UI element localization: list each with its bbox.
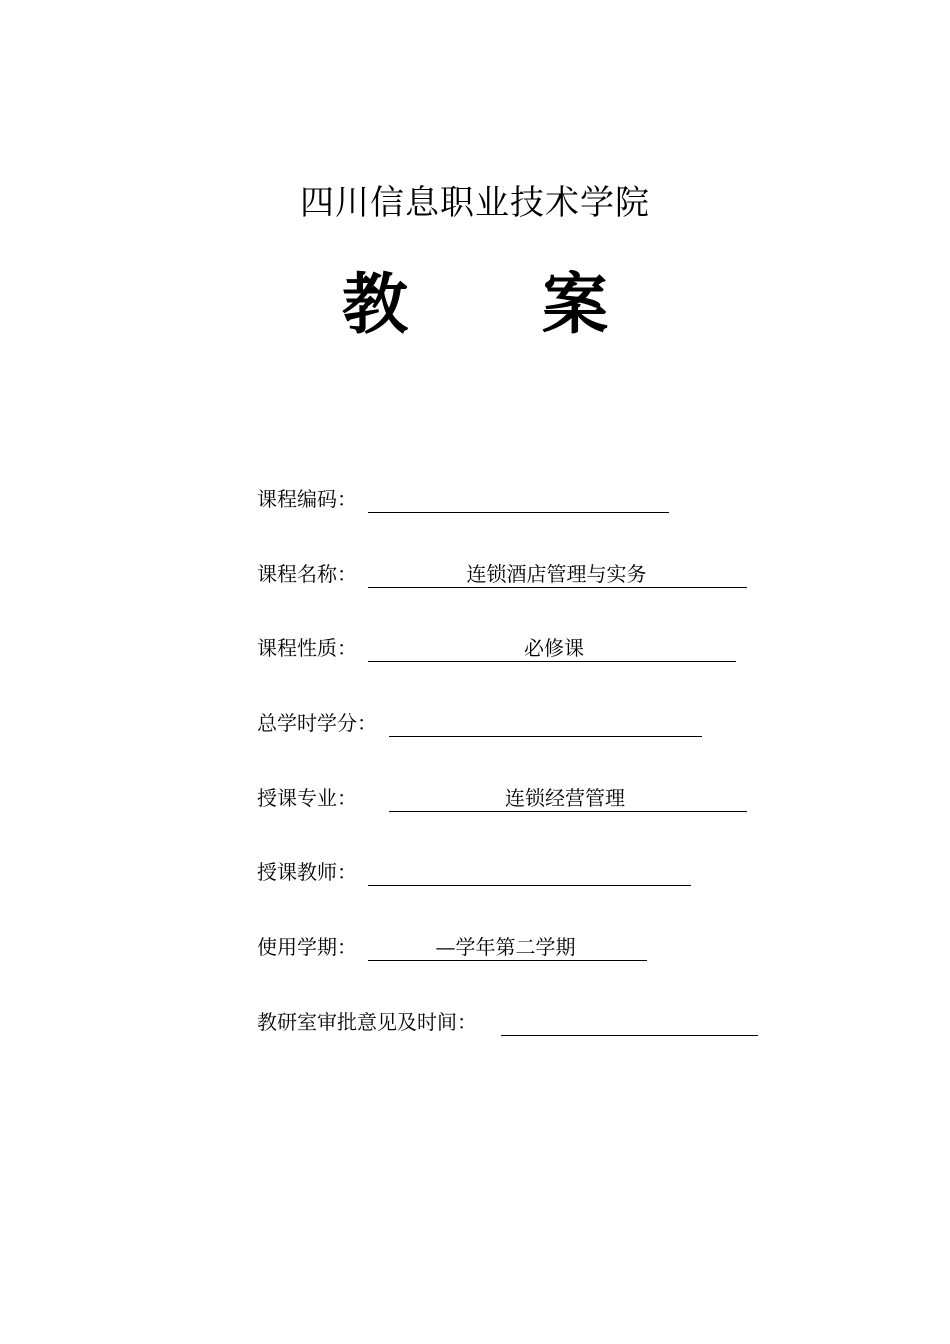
field-label: 授课专业： — [257, 786, 357, 810]
field-value-line — [389, 781, 747, 812]
field-label: 课程编码： — [257, 487, 357, 511]
title-char-2: 案 — [542, 266, 608, 343]
field-label: 授课教师： — [257, 860, 357, 884]
field-value: —学年第二学期 — [435, 935, 576, 959]
title-char-1: 教 — [342, 266, 408, 343]
field-value-line — [368, 631, 736, 662]
field-value: 连锁经营管理 — [505, 786, 625, 810]
field-value-line — [368, 930, 647, 961]
field-label: 使用学期： — [257, 935, 357, 959]
field-label: 总学时学分： — [257, 711, 377, 735]
field-label: 教研室审批意见及时间： — [257, 1010, 477, 1034]
field-value-line — [368, 557, 747, 588]
field-label: 课程性质： — [257, 636, 357, 660]
field-value-line — [368, 482, 669, 513]
field-value: 必修课 — [524, 636, 584, 660]
document-title — [0, 265, 950, 345]
field-value-line — [368, 855, 691, 886]
field-value-line — [501, 1005, 758, 1036]
field-value-line — [389, 706, 702, 737]
college-name: 四川信息职业技术学院 — [300, 183, 650, 223]
field-value: 连锁酒店管理与实务 — [466, 562, 647, 586]
field-label: 课程名称： — [257, 562, 357, 586]
